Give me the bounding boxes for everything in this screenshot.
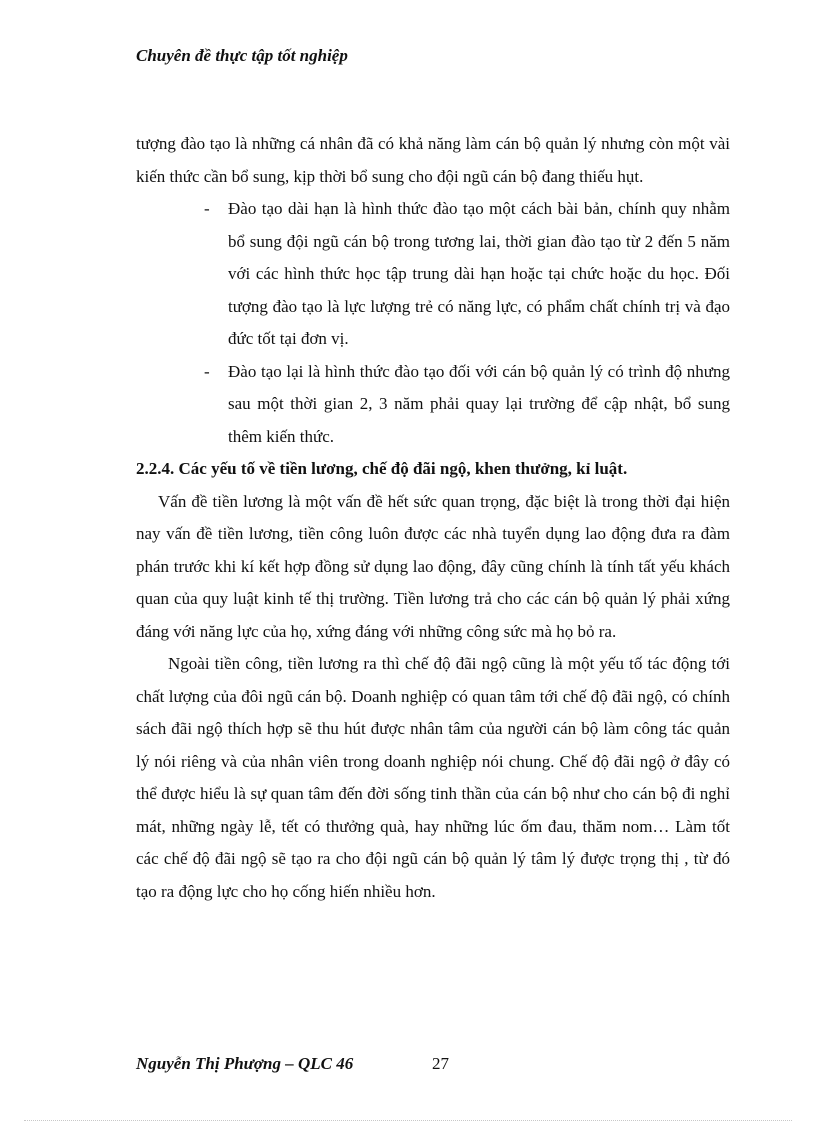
paragraph-salary: Vấn đề tiền lương là một vấn đề hết sức quan trọng, đặc biệt là trong thời đại hiện nay vấn đề tiền lương, tiền công luôn được các nhà tuyển dụng lao động đưa ra đàm phán trước khi kí kết hợp đồng sử dụng lao động, đây cũng chính là tính tất yếu khách quan của quy luật kinh tế thị trường. Tiền lương trả cho các cán bộ quản lý phải xứng đáng với năng lực của họ, xứng đáng với những công sức mà họ bỏ ra. — [136, 491, 730, 641]
bullet-text: Đào tạo lại là hình thức đào tạo đối với cán bộ quản lý có trình độ nhưng sau một thời gian 2, 3 năm phải quay lại trường để cập nhật, bổ sung thêm kiến thức. — [228, 361, 730, 446]
page-header-title: Chuyên đề thực tập tốt nghiệp — [136, 46, 348, 65]
footer-author: Nguyễn Thị Phượng – QLC 46 — [136, 1054, 354, 1073]
bullet-item-retraining — [204, 356, 730, 454]
bullet-dash: - — [204, 361, 210, 381]
document-body — [136, 128, 730, 908]
page-number: 27 — [432, 1054, 449, 1073]
bullet-list — [136, 193, 730, 453]
section-heading: 2.2.4. Các yếu tố về tiền lương, chế độ đãi ngộ, khen thưởng, kỉ luật. — [136, 459, 628, 478]
bullet-item-long-term-training — [204, 193, 730, 356]
bullet-text: Đào tạo dài hạn là hình thức đào tạo một cách bài bản, chính quy nhằm bổ sung đội ngũ cán bộ trong tương lai, thời gian đào tạo từ 2 đến 5 năm với các hình thức học tập trung dài hạn hoặc tại chức hoặc du học. Đối tượng đào tạo là lực lượng trẻ có năng lực, có phẩm chất chính trị và đạo đức tốt tại đơn vị. — [228, 199, 730, 348]
paragraph-benefits: Ngoài tiền công, tiền lương ra thì chế độ đãi ngộ cũng là một yếu tố tác động tới chất lượng của đôi ngũ cán bộ. Doanh nghiệp có quan tâm tới chế độ đãi ngộ, có chính sách đãi ngộ thích hợp sẽ thu hút được nhân tâm của người cán bộ làm công tác quản lý nói riêng và của nhân viên trong doanh nghiệp nói chung. Chế độ đãi ngộ ở đây có thể được hiểu là sự quan tâm đến đời sống tinh thần của cán bộ như cho cán bộ đi nghỉ mát, những ngày lễ, tết có thưởng quà, hay những lúc ốm đau, thăm nom… Làm tốt các chế độ đãi ngộ sẽ tạo ra cho đội ngũ cán bộ quản lý tâm lý được trọng thị , từ đó tạo ra động lực cho họ cống hiến nhiều hơn. — [136, 654, 730, 901]
paragraph-continuation: tượng đào tạo là những cá nhân đã có khả năng làm cán bộ quản lý nhưng còn một vài kiến thức cần bổ sung, kịp thời bổ sung cho đội ngũ cán bộ đang thiếu hụt. — [136, 134, 730, 186]
page-bottom-divider — [24, 1120, 792, 1121]
bullet-dash: - — [204, 199, 210, 218]
